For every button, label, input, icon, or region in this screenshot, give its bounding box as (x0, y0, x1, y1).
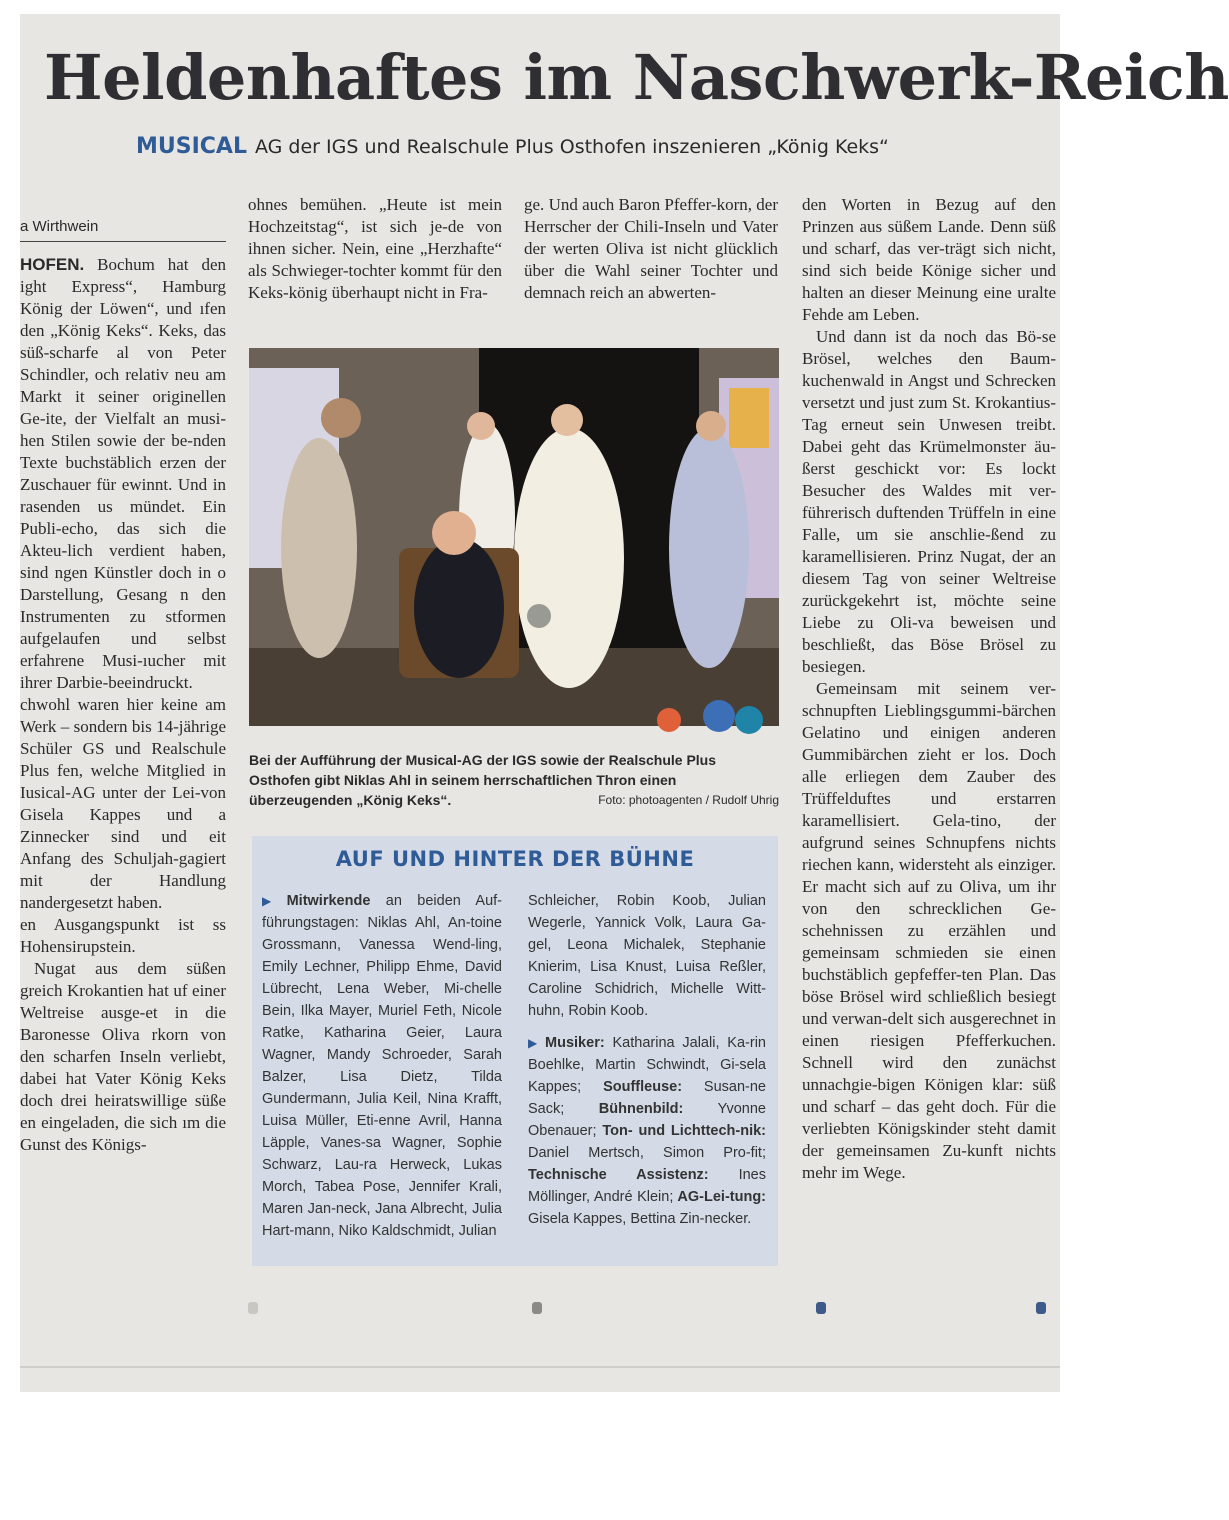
article-column-1 (20, 254, 226, 1156)
article-column-4 (802, 194, 1056, 1184)
col4-paragraph-3: Gemeinsam mit seinem ver-schnupften Lieblingsgummi-bärchen Gelatino und einigen anderen Gummibärchen zieht er los. Doch alle erliegen dem Zauber des Trüffelduftes und erstarren karamellisiert. Gela-tino, der aufgrund seines Schnupfens nichts riechen kann, widersteht als einziger. Er macht sich auf zu Oliva, um ihr von den schrecklichen Ge-schehnissen zu erzählen und gemeinsam schmieden sie einen buchstäblich gepfeffer-ten Plan. Das böse Brösel wird schließlich besiegt und verwan-delt sich ausgerechnet in einen riesigen Pfefferkuchen. Schnell wird den zunächst unnachgie-bigen Königen klar: süß und scharf – das geht doch. Für die verliebten Königskinder steht damit der gemeinsamen Zu-kunft nichts mehr im Wege. (802, 679, 1056, 1182)
info-box-column-1 (262, 890, 502, 1252)
scan-mark (532, 1302, 542, 1314)
buehnenbild-label: Bühnenbild: (564, 1101, 684, 1117)
stage-photo-illustration (249, 348, 779, 726)
musiker-text: Katharina Jalali, Ka-rin Boehlke, Martin Schwindt, Gi-sela Kappes; (528, 1035, 766, 1095)
author-byline: a Wirthwein (20, 218, 226, 242)
info-box-column-2 (528, 890, 766, 1240)
newspaper-clipping (20, 14, 1229, 1392)
kicker: MUSICAL (136, 134, 247, 159)
info-box (252, 836, 778, 1266)
musiker-label: Musiker: (545, 1035, 605, 1051)
col1-paragraph-1: Bochum hat den ight Express“, Hamburg König der Löwen“, und ıfen den „König Keks“. Keks, das süß-scharfe al von Peter Schindler, och relativ neu am Markt it seiner originellen Ge-ite, der Vielfalt an musi-hen Stilen sowie der be-nden Texte buchstäblich erzen der Zuschauer für ewinnt. Und in rasenden us mündet. Ein Publi-echo, das sich die Akteu-lich verdient haben, sind ngen Künstler doch in o Darstellung, Gesang n den Instrumenten zu stformen aufgelaufen und selbst erfahrene Musi-ıucher mit ihrer Darbie-beeindruckt. (20, 255, 226, 692)
col1-paragraph-4: Nugat aus dem süßen greich Krokantien hat uf einer Weltreise ausge-et in die Baronesse Oliva rkorn von den scharfen Inseln verliebt, dabei hat Vater König Keks doch drei heiratswillige süße en eingeladen, die sich ım die Gunst des Königs- (20, 959, 226, 1154)
technische-assistenz-label: Technische Assistenz: (528, 1167, 709, 1183)
scan-mark (248, 1302, 258, 1314)
photo-caption (249, 750, 779, 810)
photo-credit: Foto: photoagenten / Rudolf Uhrig (598, 793, 779, 807)
arrow-icon: ▶ (262, 894, 283, 908)
arrow-icon: ▶ (528, 1036, 542, 1050)
article-column-2 (248, 194, 502, 304)
scan-mark (1036, 1302, 1046, 1314)
subheadline-row (136, 134, 889, 159)
dateline: HOFEN. (20, 255, 85, 274)
col3-paragraph-1: ge. Und auch Baron Pfeffer-korn, der Herrscher der Chili-Inseln und Vater der werten Oliva ist nicht glücklich über die Wahl seiner Tochter und demnach reich an abwerten- (524, 195, 778, 302)
stage-photo (249, 348, 779, 726)
souffleuse-label: Souffleuse: (581, 1079, 683, 1095)
page-edge (20, 1366, 1060, 1368)
photo-caption-text: Bei der Aufführung der Musical-AG der IGS sowie der Realschule Plus Osthofen gibt Niklas Ahl in seinem herrschaftlichen Thron einen überzeugenden „König Keks“. (249, 752, 717, 808)
ag-leitung-text: Gisela Kappes, Bettina Zin-necker. (528, 1211, 752, 1227)
scan-mark (816, 1302, 826, 1314)
col1-paragraph-2: chwohl waren hier keine am Werk – sondern bis 14-jährige Schüler GS und Realschule Plus fen, welche Mitglied in Iusical-AG unter der Lei-von Gisela Kappes und a Zinnecker sind und eit Anfang des Schuljah-gagiert mit der Handlung nandergesetzt haben. (20, 695, 226, 912)
souffleuse-text: Susan-ne Sack; (528, 1079, 766, 1117)
technische-assistenz-text: Ines Möllinger, André Klein; (528, 1167, 766, 1205)
mitwirkende-label: Mitwirkende (286, 893, 371, 909)
lichttechnik-label: Ton- und Lichttech-nik: (596, 1123, 766, 1139)
col4-paragraph-1: den Worten in Bezug auf den Prinzen aus süßem Lande. Denn süß und scharf, das ver-trägt sich nicht, sind sich beide Könige sicher und halten an dieser Meinung eine uralte Fehde am Leben. (802, 195, 1056, 324)
headline: Heldenhaftes im Naschwerk-Reich (44, 41, 1229, 114)
info-box-title: AUF UND HINTER DER BÜHNE (335, 847, 695, 871)
col2-paragraph-1: ohnes bemühen. „Heute ist mein Hochzeitstag“, ist sich je-de von ihnen sicher. Nein, eine „Herzhafte“ als Schwieger-tochter kommt für den Keks-könig überhaupt nicht in Fra- (248, 195, 502, 302)
lichttechnik-text: Daniel Mertsch, Simon Pro-fit; (528, 1145, 766, 1161)
mitwirkende-continued: Schleicher, Robin Koob, Julian Wegerle, Yannick Volk, Laura Ga-gel, Leona Michalek, Stephanie Knierim, Lisa Knust, Luisa Reßler, Caroline Schidrich, Michelle Witt-huhn, Robin Koob. (528, 893, 766, 1019)
article-column-3 (524, 194, 778, 304)
buehnenbild-text: Yvonne Obenauer; (528, 1101, 766, 1139)
col1-paragraph-3: en Ausgangspunkt ist ss Hohensirupstein. (20, 915, 226, 956)
mitwirkende-text: an beiden Auf-führungstagen: Niklas Ahl, An-toine Grossmann, Vanessa Wend-ling, Emily Lechner, Philipp Ehme, David Lübrecht, Lena Weber, Mi-chelle Bein, Ilka Mayer, Muriel Feth, Nicole Ratke, Katharina Geier, Laura Wagner, Mandy Schroeder, Sarah Balzer, Lisa Dietz, Tilda Gundermann, Julia Keil, Nina Krafft, Luisa Müller, Eti-enne Avril, Hanna Läpple, Vanes-sa Wagner, Sophie Schwarz, Lau-ra Herweck, Lukas Morch, Tabea Pose, Jennifer Krali, Maren Jan-neck, Jana Albrecht, Julia Hart-mann, Niko Kaldschmidt, Julian (262, 893, 502, 1239)
ag-leitung-label: AG-Lei-tung: (673, 1189, 766, 1205)
col4-paragraph-2: Und dann ist da noch das Bö-se Brösel, welches den Baum-kuchenwald in Angst und Schrecken versetzt und just zum St. Krokantius-Tag erneut sein Unwesen treibt. Dabei geht das Krümelmonster äu-ßerst geschickt vor: Es lockt Besucher des Waldes mit ver-führerisch duftenden Trüffeln in eine Falle, um sie anschlie-ßend zu karamellisieren. Prinz Nugat, der an diesem Tag von seiner Weltreise zurückgekehrt ist, möchte seine Liebe zu Oli-va beweisen und beschließt, das Böse Brösel zu besiegen. (802, 327, 1056, 676)
subheadline: AG der IGS und Realschule Plus Osthofen inszenieren „König Keks“ (254, 136, 889, 158)
